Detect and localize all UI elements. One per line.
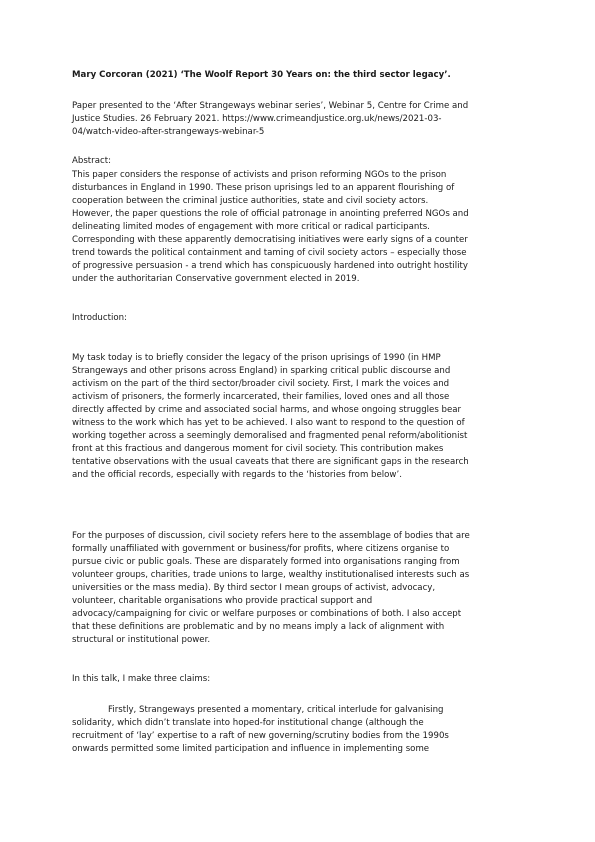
introduction-body — [72, 352, 532, 482]
text-line: cooperation between the criminal justice authorities, state and civil society actors. — [72, 196, 429, 206]
text-line: tentative observations with the usual caveats that there are significant gaps in the research — [72, 457, 469, 467]
abstract-body — [72, 169, 532, 286]
text-line: solidarity, which didn’t translate into hoped-for institutional change (although the — [72, 718, 424, 728]
civil-society-paragraph — [72, 530, 532, 647]
text-line: witness to the work which has yet to be achieved. I also want to respond to the question of — [72, 418, 465, 428]
text-line: universities or the mass media). By third sector I mean groups of activist, advocacy, — [72, 583, 436, 593]
heading-text: Introduction: — [72, 313, 127, 323]
abstract-heading — [72, 155, 532, 168]
text-line: onwards permitted some limited participation and influence in implementing some — [72, 744, 430, 754]
text-line: Paper presented to the ‘After Strangeways webinar series’, Webinar 5, Centre for Crime and — [72, 101, 469, 111]
first-claim-paragraph — [72, 704, 532, 756]
text-line: front at this fractious and dangerous moment for civil society. This contribution makes — [72, 444, 444, 454]
text-line: Strangeways and other prisons across England) in sparking critical public discourse and — [72, 366, 451, 376]
text-line: directly affected by crime and associated social harms, and whose ongoing struggles bear — [72, 405, 462, 415]
text-line: structural or institutional power. — [72, 635, 211, 645]
text-line: under the authoritarian Conservative government elected in 2019. — [72, 274, 360, 284]
text-line: activism of prisoners, the formerly incarcerated, their families, loved ones and all those — [72, 392, 450, 402]
text-line: Corresponding with these apparently democratising initiatives were early signs of a counter — [72, 235, 468, 245]
text-line: disturbances in England in 1990. These prison uprisings led to an apparent flourishing of — [72, 183, 455, 193]
text-line: My task today is to briefly consider the legacy of the prison uprisings of 1990 (in HMP — [72, 353, 441, 363]
text-line: 04/watch-video-after-strangeways-webinar-5 — [72, 127, 265, 137]
presentation-info — [72, 100, 532, 139]
text-line: volunteer, charitable organisations who provide practical support and — [72, 596, 373, 606]
text-line: activism on the part of the third sector/broader civil society. First, I mark the voices and — [72, 379, 450, 389]
text-line: that these definitions are problematic and by no means imply a lack of alignment with — [72, 622, 445, 632]
text-line: However, the paper questions the role of official patronage in anointing preferred NGOs and — [72, 209, 469, 219]
text-line: delineating limited modes of engagement with more critical or radical participants. — [72, 222, 430, 232]
text-line: recruitment of ‘lay’ expertise to a raft of new governing/scrutiny bodies from the 1990s — [72, 731, 449, 741]
introduction-heading — [72, 312, 532, 325]
heading-text: In this talk, I make three claims: — [72, 674, 211, 684]
text-line: of progressive persuasion - a trend which has conspicuously hardened into outright hostility — [72, 261, 468, 271]
document-title: Mary Corcoran (2021) ‘The Woolf Report 30 Years on: the third sector legacy’. — [72, 70, 451, 80]
claims-heading — [72, 673, 532, 686]
text-line: trend towards the political containment and taming of civil society actors – especially those — [72, 248, 467, 258]
heading-text: Abstract: — [72, 156, 111, 166]
text-line: working together across a seemingly demoralised and fragmented penal reform/abolitionist — [72, 431, 468, 441]
text-line: volunteer groups, charities, trade unions to large, wealthy institutionalised interests such as — [72, 570, 470, 580]
text-line: This paper considers the response of activists and prison reforming NGOs to the prison — [72, 170, 447, 180]
text-line: Justice Studies. 26 February 2021. https://www.crimeandjustice.org.uk/news/2021-03- — [72, 114, 442, 124]
text-line: advocacy/campaigning for civic or welfare purposes or combinations of both. I also accept — [72, 609, 462, 619]
text-line: Firstly, Strangeways presented a momentary, critical interlude for galvanising — [108, 705, 444, 715]
text-line: For the purposes of discussion, civil society refers here to the assemblage of bodies that are — [72, 531, 470, 541]
text-line: formally unaffiliated with government or business/for profits, where citizens organise to — [72, 544, 450, 554]
text-line: pursue civic or public goals. These are disparately formed into organisations ranging from — [72, 557, 460, 567]
text-line: and the official records, especially with regards to the ‘histories from below’. — [72, 470, 402, 480]
